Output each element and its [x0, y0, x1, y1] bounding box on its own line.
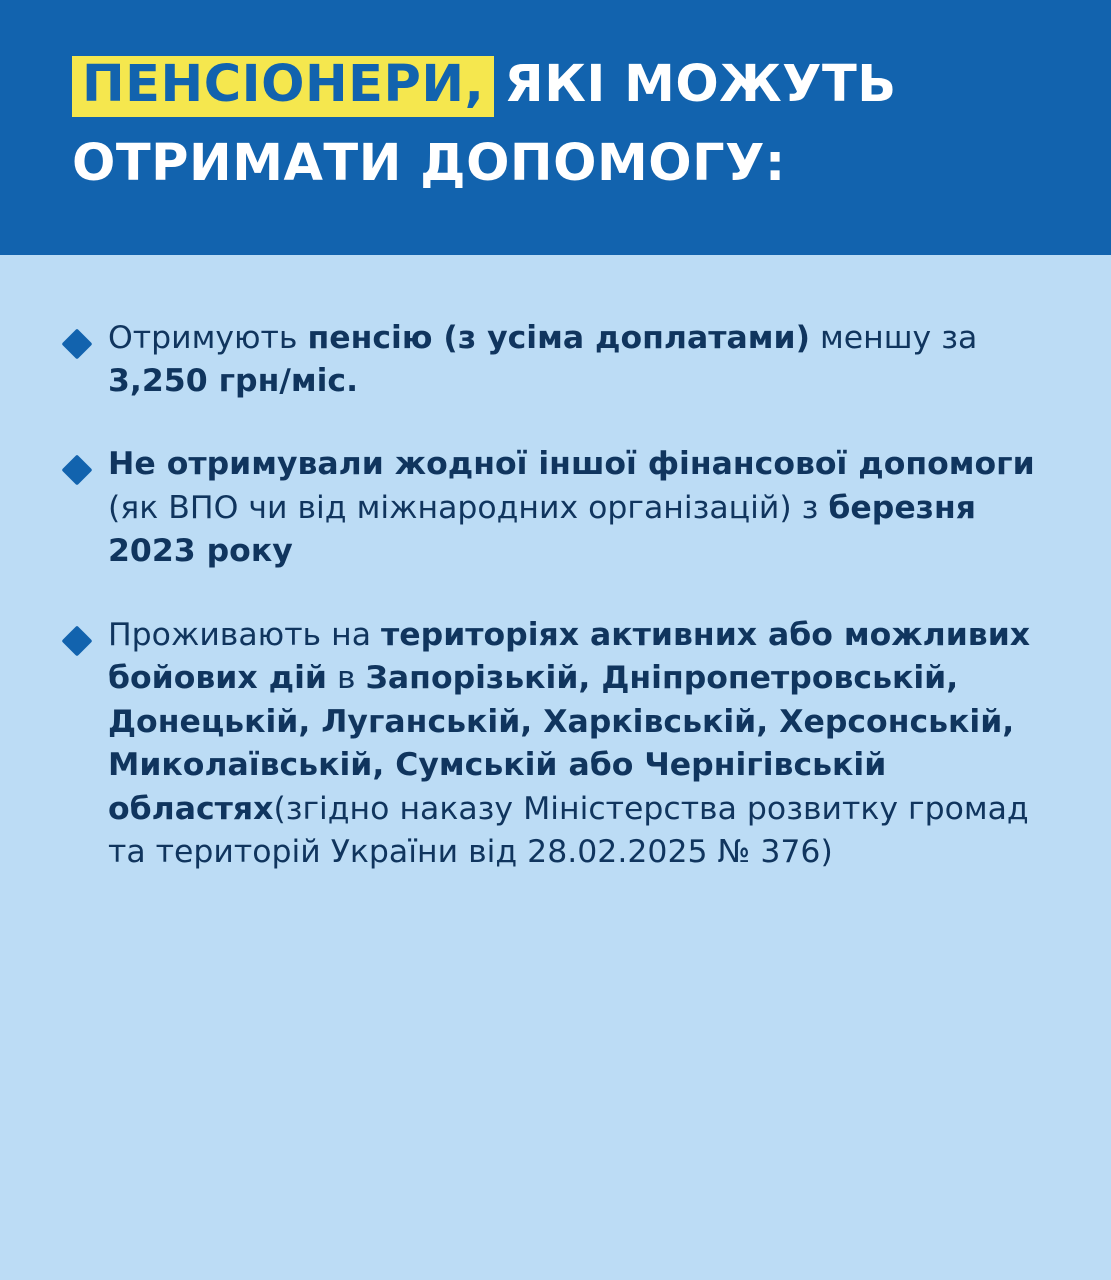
list-item	[62, 443, 1041, 573]
diamond-bullet-icon	[62, 614, 108, 652]
page-title-line-1	[72, 52, 1039, 117]
diamond-bullet-icon	[62, 317, 108, 355]
bullet-text-3: Проживають на територіях активних або можливих бойових дій в Запорізькій, Дніпропетровській, Донецькій, Луганській, Харківській, Херсонській, Миколаївській, Сумській або Чернігівській областях(згідно наказу Міністерства розвитку громад та територій України від 28.02.2025 № 376)	[108, 616, 1031, 871]
bullet-text-1: Отримують пенсію (з усіма доплатами) меншу за 3,250 грн/міс.	[108, 319, 978, 399]
list-item	[62, 317, 1041, 404]
page-title-line-2: ОТРИМАТИ ДОПОМОГУ:	[72, 134, 786, 194]
title-highlight: ПЕНСІОНЕРИ,	[72, 56, 494, 117]
header-banner	[0, 0, 1111, 255]
bullet-list	[0, 255, 1111, 875]
bullet-text-2: Не отримували жодної іншої фінансової допомоги (як ВПО чи від міжнародних організацій) з березня 2023 року	[108, 446, 1035, 570]
list-item	[62, 614, 1041, 875]
diamond-bullet-icon	[62, 443, 108, 481]
header-inner	[0, 52, 1111, 197]
title-rest: ЯКІ МОЖУТЬ	[504, 55, 897, 114]
